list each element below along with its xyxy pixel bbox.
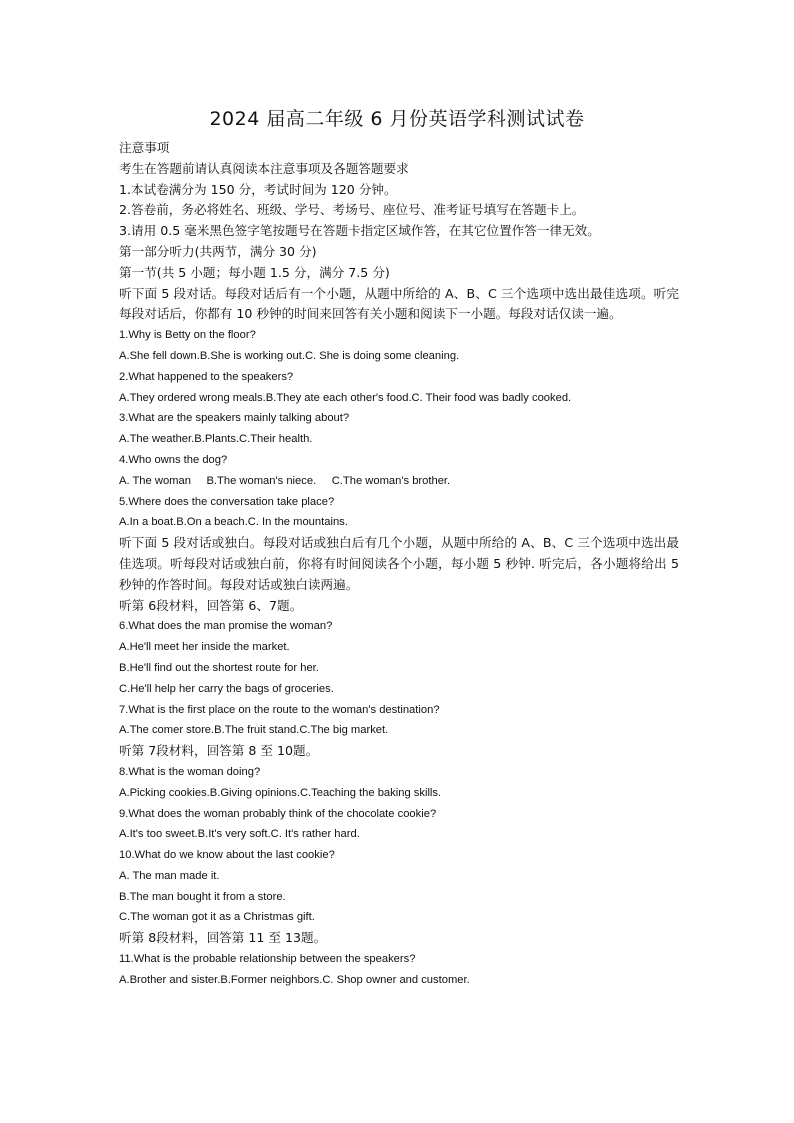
question-10-option-c: C.The woman got it as a Christmas gift.	[119, 911, 315, 924]
question-1-options: A.She fell down.B.She is working out.C. She is doing some cleaning.	[119, 349, 460, 362]
section1-heading: 第一节(共 5 小题；每小题 1.5 分，满分 7.5 分)	[119, 264, 390, 280]
notice-item: 1.本试卷满分为 150 分，考试时间为 120 分钟。	[119, 181, 397, 197]
section1-directions: 听下面 5 段对话。每段对话后有一个小题，从题中所给的 A、B、C 三个选项中选出最佳选项。听完每段对话后，你都有 10 秒钟的时间来回答有关小题和阅读下一小题。每段对话仅读一遍。	[119, 285, 679, 322]
question-2-options: A.They ordered wrong meals.B.They ate each other's food.C. Their food was badly cooked.	[119, 391, 572, 404]
notice-item: 2.答卷前，务必将姓名、班级、学号、考场号、座位号、准考证号填写在答题卡上。	[119, 202, 585, 218]
material-7-heading: 听第 7段材料，回答第 8 至 10题。	[119, 743, 319, 759]
exam-content	[119, 138, 679, 991]
question-6: 6.What does the man promise the woman?	[119, 620, 333, 633]
question-6-option-c: C.He'll help her carry the bags of groceries.	[119, 682, 334, 695]
question-11-options: A.Brother and sister.B.Former neighbors.C. Shop owner and customer.	[119, 973, 470, 986]
question-5: 5.Where does the conversation take place?	[119, 495, 335, 508]
part1-heading: 第一部分听力(共两节，满分 30 分)	[119, 243, 317, 259]
question-9-options: A.It's too sweet.B.It's very soft.C. It's rather hard.	[119, 828, 360, 841]
question-6-option-a: A.He'll meet her inside the market.	[119, 641, 290, 654]
page-title: 2024 届高二年级 6 月份英语学科测试试卷	[209, 108, 585, 130]
question-8: 8.What is the woman doing?	[119, 765, 261, 778]
material-8-heading: 听第 8段材料，回答第 11 至 13题。	[119, 930, 327, 946]
question-2: 2.What happened to the speakers?	[119, 370, 294, 383]
question-4: 4.Who owns the dog?	[119, 453, 228, 466]
notice-heading: 注意事项	[119, 140, 170, 155]
question-11: 11.What is the probable relationship between the speakers?	[119, 953, 416, 966]
question-10-option-a: A. The man made it.	[119, 869, 220, 882]
question-10-option-b: B.The man bought it from a store.	[119, 890, 286, 903]
notice-item: 3.请用 0.5 毫米黑色签字笔按题号在答题卡指定区域作答，在其它位置作答一律无效。	[119, 223, 600, 239]
question-7-options: A.The comer store.B.The fruit stand.C.The big market.	[119, 724, 389, 737]
question-3-options: A.The weather.B.Plants.C.Their health.	[119, 433, 313, 446]
question-9: 9.What does the woman probably think of the chocolate cookie?	[119, 807, 437, 820]
question-6-option-b: B.He'll find out the shortest route for her.	[119, 661, 319, 674]
question-4-options: A. The woman B.The woman's niece. C.The woman's brother.	[119, 474, 451, 487]
question-5-options: A.In a boat.B.On a beach.C. In the mountains.	[119, 516, 348, 529]
notice-intro: 考生在答题前请认真阅读本注意事项及各题答题要求	[119, 160, 409, 176]
question-3: 3.What are the speakers mainly talking about?	[119, 412, 350, 425]
question-7: 7.What is the first place on the route to the woman's destination?	[119, 703, 440, 716]
section2-directions: 听下面 5 段对话或独白。每段对话或独白后有几个小题，从题中所给的 A、B、C 三个选项中选出最佳选项。听每段对话或独白前，你将有时间阅读各个小题，每小题 5 秒钟. 听完后，各小题将给出 5 秒钟的作答时间。每段对话或独白读两遍。	[119, 535, 679, 592]
question-8-options: A.Picking cookies.B.Giving opinions.C.Teaching the baking skills.	[119, 786, 442, 799]
question-1: 1.Why is Betty on the floor?	[119, 329, 256, 342]
question-10: 10.What do we know about the last cookie?	[119, 849, 335, 862]
material-6-heading: 听第 6段材料，回答第 6、7题。	[119, 597, 303, 613]
